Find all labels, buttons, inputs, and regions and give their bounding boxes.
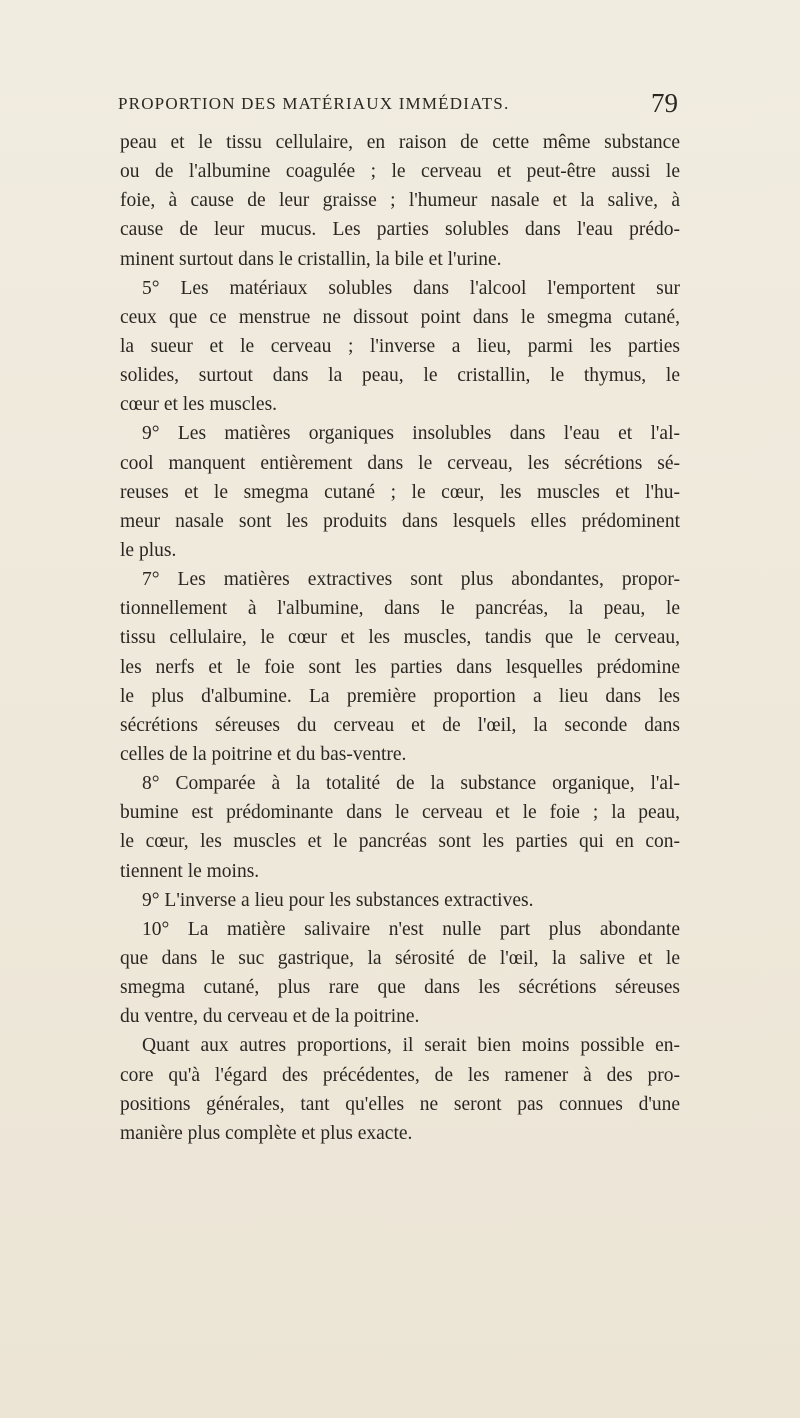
text-line: celles de la poitrine et du bas-ventre. <box>120 743 407 765</box>
text-line: le cœur, les muscles et le pancréas sont les parties qui en con- <box>120 831 680 853</box>
text-line: tissu cellulaire, le cœur et les muscles, tandis que le cerveau, <box>120 627 680 649</box>
text-line: ou de l'albumine coagulée ; le cerveau et peut-être aussi le <box>120 161 680 183</box>
text-line: 8° Comparée à la totalité de la substance organique, l'al- <box>142 773 680 795</box>
text-line: peau et le tissu cellulaire, en raison de cette même substance <box>120 132 680 153</box>
text-line: reuses et le smegma cutané ; le cœur, les muscles et l'hu- <box>120 481 680 503</box>
text-line: core qu'à l'égard des précédentes, de les ramener à des pro- <box>120 1064 680 1086</box>
text-line: 7° Les matières extractives sont plus abondantes, propor- <box>142 569 680 591</box>
text-line: 9° L'inverse a lieu pour les substances extractives. <box>142 889 534 911</box>
text-line: le plus. <box>120 539 177 561</box>
text-line: 10° La matière salivaire n'est nulle part plus abondante <box>142 918 680 940</box>
text-line: solides, surtout dans la peau, le cristallin, le thymus, le <box>120 365 680 387</box>
text-line: sécrétions séreuses du cerveau et de l'œil, la seconde dans <box>120 714 680 736</box>
text-line: smegma cutané, plus rare que dans les sécrétions séreuses <box>120 977 680 999</box>
text-line: cœur et les muscles. <box>120 394 278 416</box>
text-line: du ventre, du cerveau et de la poitrine. <box>120 1006 420 1028</box>
text-line: cool manquent entièrement dans le cerveau, les sécrétions sé- <box>120 452 680 474</box>
running-title: PROPORTION DES MATÉRIAUX IMMÉDIATS. <box>118 94 510 113</box>
text-line: la sueur et le cerveau ; l'inverse a lieu, parmi les parties <box>120 335 680 357</box>
text-line: tiennent le moins. <box>120 860 260 882</box>
text-line: 5° Les matériaux solubles dans l'alcool l'emportent sur <box>142 277 680 299</box>
text-line: manière plus complète et plus exacte. <box>120 1122 413 1144</box>
running-head <box>118 88 678 122</box>
text-line: tionnellement à l'albumine, dans le pancréas, la peau, le <box>120 598 680 620</box>
text-line: bumine est prédominante dans le cerveau et le foie ; la peau, <box>120 802 680 824</box>
text-line: Quant aux autres proportions, il serait bien moins possible en- <box>142 1035 680 1057</box>
text-line: foie, à cause de leur graisse ; l'humeur nasale et la salive, à <box>120 190 680 212</box>
text-line: les nerfs et le foie sont les parties dans lesquelles prédomine <box>120 656 680 678</box>
text-line: minent surtout dans le cristallin, la bile et l'urine. <box>120 248 502 270</box>
page-number: 79 <box>651 88 678 118</box>
text-line: le plus d'albumine. La première proportion a lieu dans les <box>120 685 680 707</box>
text-line: positions générales, tant qu'elles ne seront pas connues d'une <box>120 1093 680 1115</box>
text-line: cause de leur mucus. Les parties solubles dans l'eau prédo- <box>120 219 680 241</box>
text-line: ceux que ce menstrue ne dissout point dans le smegma cutané, <box>120 306 680 328</box>
text-line: meur nasale sont les produits dans lesquels elles prédominent <box>120 510 680 532</box>
text-line: 9° Les matières organiques insolubles dans l'eau et l'al- <box>142 423 680 445</box>
body-text <box>120 128 680 1148</box>
text-line: que dans le suc gastrique, la sérosité de l'œil, la salive et le <box>120 947 680 969</box>
